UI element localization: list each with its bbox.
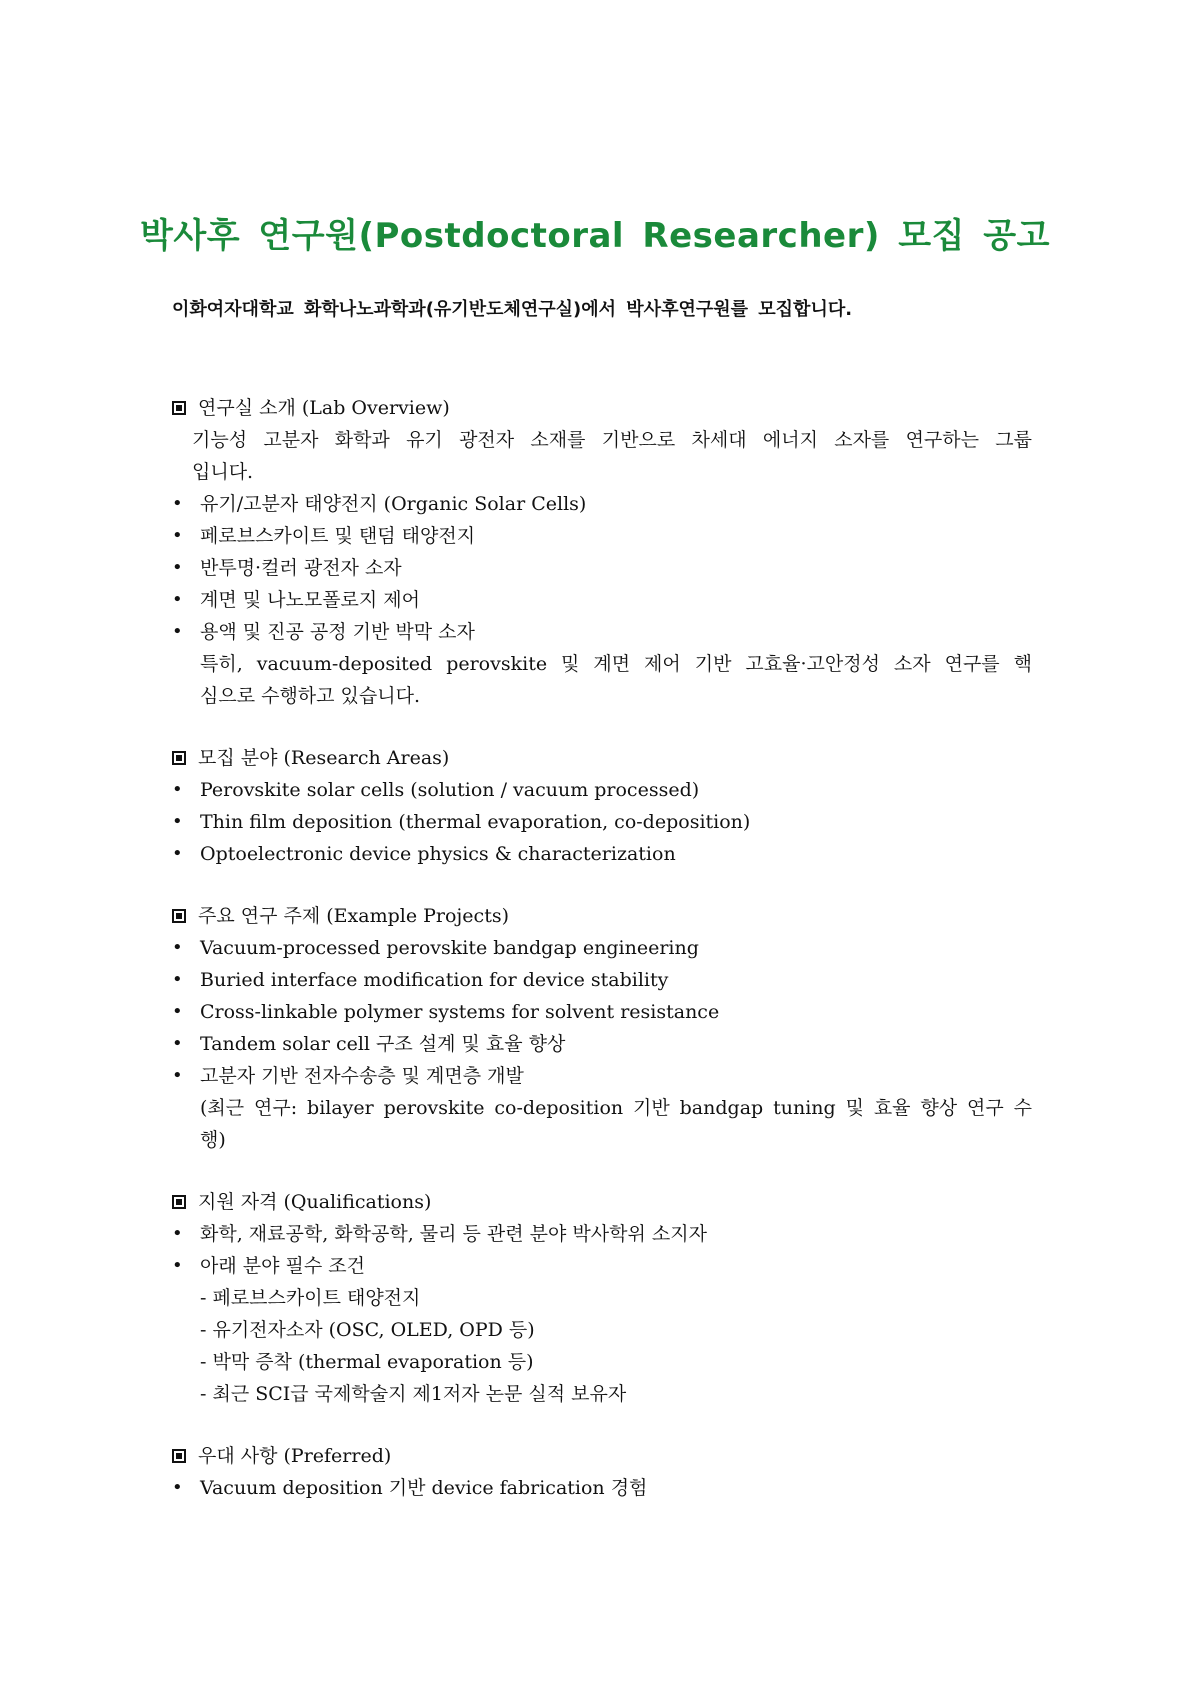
list-item-text: Buried interface modification for device stability (200, 969, 669, 991)
section-qualifications (172, 1186, 1032, 1410)
intro-text: 이화여자대학교 화학나노과학과(유기반도체연구실)에서 박사후연구원를 모집합니다. (172, 299, 853, 320)
section-heading (172, 900, 1032, 932)
section-heading (172, 1440, 1032, 1472)
list-item-text: 아래 분야 필수 조건 (200, 1255, 365, 1277)
sub-item: - 페로브스카이트 태양전지 (200, 1287, 421, 1309)
page-title: 박사후 연구원(Postdoctoral Researcher) 모집 공고 (140, 216, 1050, 256)
list-item-text: 유기/고분자 태양전지 (Organic Solar Cells) (200, 493, 587, 515)
list-item-text: 용액 및 진공 공정 기반 박막 소자 (200, 621, 475, 643)
square-bullet-icon (172, 751, 186, 765)
list-item (172, 806, 1032, 838)
list-item-text: 반투명·컬러 광전자 소자 (200, 557, 402, 579)
list-item-text: 고분자 기반 전자수송층 및 계면층 개발 (200, 1065, 524, 1087)
list-item (172, 1472, 1032, 1504)
list-item (172, 774, 1032, 806)
square-bullet-icon (172, 1195, 186, 1209)
list-item (172, 996, 1032, 1028)
bullet-icon: • (172, 493, 183, 514)
list-item-text: Vacuum-processed perovskite bandgap engineering (200, 937, 699, 959)
list-item (172, 552, 1032, 584)
section-lab-overview (172, 392, 1032, 712)
section-heading (172, 742, 1032, 774)
section-research-areas (172, 742, 1032, 870)
bullet-icon: • (172, 779, 183, 800)
sub-item: - 유기전자소자 (OSC, OLED, OPD 등) (200, 1319, 535, 1341)
bullet-icon: • (172, 557, 183, 578)
square-bullet-icon (172, 909, 186, 923)
section-heading (172, 1186, 1032, 1218)
paragraph-line: 기능성 고분자 화학과 유기 광전자 소재를 기반으로 차세대 에너지 소자를 연구하는 그룹 (192, 429, 1032, 451)
bullet-icon: • (172, 937, 183, 958)
list-item-text: Perovskite solar cells (solution / vacuum processed) (200, 779, 700, 801)
bullet-icon: • (172, 1033, 183, 1054)
bullet-icon: • (172, 621, 183, 642)
list-item (172, 1250, 1032, 1282)
bullet-icon: • (172, 589, 183, 610)
bullet-icon: • (172, 1065, 183, 1086)
bullet-icon: • (172, 811, 183, 832)
list-item (172, 488, 1032, 520)
bullet-icon: • (172, 969, 183, 990)
list-item (172, 964, 1032, 996)
list-item (172, 1218, 1032, 1250)
list-item (172, 838, 1032, 870)
heading-text: 우대 사항 (Preferred) (198, 1445, 392, 1467)
square-bullet-icon (172, 1449, 186, 1463)
continuation-line: 행) (200, 1129, 226, 1151)
heading-text: 지원 자격 (Qualifications) (198, 1191, 432, 1213)
list-item-text: Tandem solar cell 구조 설계 및 효율 향상 (200, 1033, 566, 1055)
sub-item: - 최근 SCI급 국제학술지 제1저자 논문 실적 보유자 (200, 1383, 627, 1405)
list-item-text: Thin film deposition (thermal evaporation, co-deposition) (200, 811, 751, 833)
heading-text: 모집 분야 (Research Areas) (198, 747, 450, 769)
list-item (172, 616, 1032, 648)
bullet-icon: • (172, 1001, 183, 1022)
bullet-icon: • (172, 1477, 183, 1498)
bullet-icon: • (172, 1255, 183, 1276)
content (172, 392, 1032, 1534)
list-item (172, 932, 1032, 964)
section-example-projects (172, 900, 1032, 1156)
heading-text: 연구실 소개 (Lab Overview) (198, 397, 450, 419)
list-item-text: 계면 및 나노모폴로지 제어 (200, 589, 421, 611)
list-item (172, 584, 1032, 616)
section-preferred (172, 1440, 1032, 1504)
square-bullet-icon (172, 401, 186, 415)
bullet-icon: • (172, 843, 183, 864)
bullet-icon: • (172, 525, 183, 546)
list-item (172, 1060, 1032, 1092)
list-item-text: Vacuum deposition 기반 device fabrication 경험 (200, 1477, 648, 1499)
sub-item: - 박막 증착 (thermal evaporation 등) (200, 1351, 534, 1373)
list-item-text: 페로브스카이트 및 탠덤 태양전지 (200, 525, 476, 547)
continuation-line: (최근 연구: bilayer perovskite co-deposition 기반 bandgap tuning 및 효율 향상 연구 수 (200, 1097, 1032, 1119)
heading-text: 주요 연구 주제 (Example Projects) (198, 905, 509, 927)
list-item-text: Optoelectronic device physics & characterization (200, 843, 676, 865)
list-item (172, 520, 1032, 552)
list-item (172, 1028, 1032, 1060)
continuation-line: 심으로 수행하고 있습니다. (200, 685, 421, 707)
continuation-line: 특히, vacuum-deposited perovskite 및 계면 제어 기반 고효율·고안정성 소자 연구를 핵 (200, 653, 1032, 675)
bullet-icon: • (172, 1223, 183, 1244)
section-heading (172, 392, 1032, 424)
paragraph-line: 입니다. (192, 461, 254, 483)
list-item-text: 화학, 재료공학, 화학공학, 물리 등 관련 분야 박사학위 소지자 (200, 1223, 707, 1245)
list-item-text: Cross-linkable polymer systems for solvent resistance (200, 1001, 720, 1023)
